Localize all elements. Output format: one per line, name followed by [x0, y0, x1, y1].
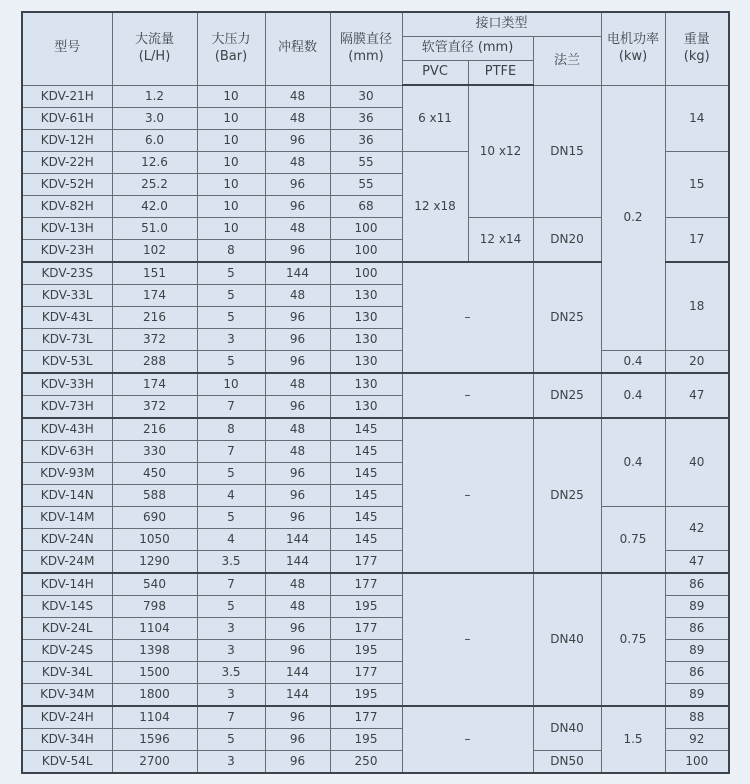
cell-strokes: 96 — [265, 750, 330, 773]
cell-diaphragm: 195 — [330, 683, 402, 706]
cell-model: KDV-73L — [22, 328, 112, 350]
cell-model: KDV-53L — [22, 350, 112, 373]
cell-strokes: 48 — [265, 107, 330, 129]
cell-flow: 1800 — [112, 683, 197, 706]
cell-flow: 216 — [112, 418, 197, 441]
cell-strokes: 96 — [265, 639, 330, 661]
cell-strokes: 96 — [265, 173, 330, 195]
cell-model: KDV-33H — [22, 373, 112, 396]
cell-flow: 12.6 — [112, 151, 197, 173]
cell-model: KDV-12H — [22, 129, 112, 151]
header-pressure — [197, 12, 265, 85]
header-weight-label: 重量 — [683, 31, 710, 47]
cell-motor: 0.4 — [601, 350, 665, 373]
cell-flow: 174 — [112, 373, 197, 396]
cell-pressure: 5 — [197, 306, 265, 328]
cell-strokes: 144 — [265, 550, 330, 573]
table-header — [22, 12, 729, 85]
cell-weight: 17 — [665, 217, 729, 262]
cell-pressure: 10 — [197, 195, 265, 217]
cell-flow: 51.0 — [112, 217, 197, 239]
cell-diaphragm: 145 — [330, 528, 402, 550]
cell-strokes: 48 — [265, 595, 330, 617]
cell-weight: 40 — [665, 418, 729, 507]
cell-model: KDV-93M — [22, 462, 112, 484]
cell-hose: – — [402, 262, 533, 373]
cell-pressure: 3.5 — [197, 661, 265, 683]
cell-strokes: 96 — [265, 617, 330, 639]
cell-hose: – — [402, 418, 533, 573]
cell-model: KDV-73H — [22, 395, 112, 418]
cell-flow: 798 — [112, 595, 197, 617]
cell-diaphragm: 177 — [330, 661, 402, 683]
cell-flange: DN50 — [533, 750, 601, 773]
cell-pressure: 5 — [197, 350, 265, 373]
cell-strokes: 48 — [265, 440, 330, 462]
header-pvc: PVC — [402, 61, 468, 86]
header-weight — [665, 12, 729, 85]
cell-flow: 288 — [112, 350, 197, 373]
cell-pressure: 8 — [197, 418, 265, 441]
cell-motor: 0.75 — [601, 573, 665, 706]
cell-diaphragm: 145 — [330, 462, 402, 484]
cell-flange: DN25 — [533, 418, 601, 573]
cell-weight: 92 — [665, 728, 729, 750]
cell-model: KDV-14N — [22, 484, 112, 506]
cell-model: KDV-43H — [22, 418, 112, 441]
cell-diaphragm: 195 — [330, 639, 402, 661]
table-row — [22, 350, 729, 373]
header-motor-unit: (kw) — [618, 48, 648, 64]
cell-flow: 1500 — [112, 661, 197, 683]
cell-strokes: 96 — [265, 306, 330, 328]
cell-pvc: 12 x18 — [402, 151, 468, 262]
cell-strokes: 96 — [265, 129, 330, 151]
cell-pressure: 5 — [197, 506, 265, 528]
cell-strokes: 96 — [265, 506, 330, 528]
header-flow — [112, 12, 197, 85]
cell-flow: 1398 — [112, 639, 197, 661]
cell-pressure: 3 — [197, 750, 265, 773]
cell-flow: 1290 — [112, 550, 197, 573]
cell-flange: DN40 — [533, 573, 601, 706]
cell-model: KDV-61H — [22, 107, 112, 129]
cell-model: KDV-23S — [22, 262, 112, 285]
cell-diaphragm: 130 — [330, 350, 402, 373]
cell-diaphragm: 177 — [330, 617, 402, 639]
cell-pressure: 3 — [197, 328, 265, 350]
cell-model: KDV-34M — [22, 683, 112, 706]
cell-diaphragm: 55 — [330, 173, 402, 195]
cell-diaphragm: 145 — [330, 440, 402, 462]
header-diaphragm-label: 隔膜直径 — [339, 31, 392, 47]
header-diaphragm-unit: (mm) — [348, 48, 384, 64]
cell-weight: 18 — [665, 262, 729, 351]
cell-flange: DN15 — [533, 85, 601, 217]
cell-pressure: 10 — [197, 85, 265, 107]
cell-diaphragm: 100 — [330, 239, 402, 262]
cell-pressure: 5 — [197, 284, 265, 306]
cell-motor: 0.4 — [601, 373, 665, 418]
cell-pressure: 3 — [197, 683, 265, 706]
cell-flow: 1.2 — [112, 85, 197, 107]
cell-hose: – — [402, 573, 533, 706]
cell-pressure: 5 — [197, 728, 265, 750]
header-model — [22, 12, 112, 85]
cell-flow: 2700 — [112, 750, 197, 773]
cell-pressure: 3 — [197, 617, 265, 639]
cell-pressure: 10 — [197, 373, 265, 396]
cell-strokes: 96 — [265, 395, 330, 418]
cell-flange: DN40 — [533, 706, 601, 751]
cell-motor: 0.75 — [601, 506, 665, 573]
cell-strokes: 48 — [265, 284, 330, 306]
cell-diaphragm: 145 — [330, 484, 402, 506]
cell-pressure: 7 — [197, 440, 265, 462]
header-flange: 法兰 — [533, 37, 601, 86]
cell-model: KDV-14S — [22, 595, 112, 617]
cell-strokes: 144 — [265, 683, 330, 706]
cell-pressure: 10 — [197, 151, 265, 173]
cell-pressure: 5 — [197, 595, 265, 617]
cell-pressure: 7 — [197, 395, 265, 418]
cell-diaphragm: 130 — [330, 395, 402, 418]
cell-motor: 0.2 — [601, 85, 665, 350]
cell-model: KDV-14H — [22, 573, 112, 596]
cell-strokes: 96 — [265, 239, 330, 262]
cell-model: KDV-24N — [22, 528, 112, 550]
cell-pressure: 7 — [197, 573, 265, 596]
cell-weight: 86 — [665, 617, 729, 639]
cell-pressure: 4 — [197, 528, 265, 550]
cell-diaphragm: 177 — [330, 573, 402, 596]
cell-hose: – — [402, 373, 533, 418]
cell-motor: 0.4 — [601, 418, 665, 507]
spec-table — [21, 11, 730, 774]
cell-strokes: 144 — [265, 528, 330, 550]
cell-pressure: 10 — [197, 217, 265, 239]
cell-model: KDV-34L — [22, 661, 112, 683]
header-weight-unit: (kg) — [683, 48, 710, 64]
cell-flow: 1104 — [112, 617, 197, 639]
cell-strokes: 144 — [265, 262, 330, 285]
cell-model: KDV-52H — [22, 173, 112, 195]
cell-diaphragm: 130 — [330, 373, 402, 396]
cell-weight: 14 — [665, 85, 729, 151]
cell-weight: 15 — [665, 151, 729, 217]
cell-flow: 330 — [112, 440, 197, 462]
cell-flow: 540 — [112, 573, 197, 596]
cell-flange: DN25 — [533, 262, 601, 373]
table-row — [22, 373, 729, 396]
header-flow-label: 大流量 — [134, 31, 174, 47]
cell-weight: 86 — [665, 661, 729, 683]
cell-strokes: 96 — [265, 484, 330, 506]
header-motor-label: 电机功率 — [607, 31, 660, 47]
table-row — [22, 418, 729, 441]
header-strokes — [265, 12, 330, 85]
cell-model: KDV-24M — [22, 550, 112, 573]
cell-flow: 588 — [112, 484, 197, 506]
cell-diaphragm: 100 — [330, 262, 402, 285]
header-pressure-label: 大压力 — [211, 31, 251, 47]
cell-diaphragm: 55 — [330, 151, 402, 173]
cell-strokes: 48 — [265, 151, 330, 173]
cell-ptfe: 10 x12 — [468, 85, 533, 217]
header-ptfe: PTFE — [468, 61, 533, 86]
table-row — [22, 85, 729, 107]
header-strokes-label: 冲程数 — [277, 40, 317, 56]
cell-strokes: 48 — [265, 217, 330, 239]
cell-pvc: 6 x11 — [402, 85, 468, 151]
cell-diaphragm: 250 — [330, 750, 402, 773]
cell-diaphragm: 145 — [330, 506, 402, 528]
cell-model: KDV-34H — [22, 728, 112, 750]
cell-strokes: 96 — [265, 328, 330, 350]
header-model-label: 型号 — [54, 40, 81, 56]
cell-flow: 174 — [112, 284, 197, 306]
cell-weight: 88 — [665, 706, 729, 729]
cell-diaphragm: 177 — [330, 550, 402, 573]
cell-flow: 450 — [112, 462, 197, 484]
cell-strokes: 96 — [265, 350, 330, 373]
cell-diaphragm: 195 — [330, 728, 402, 750]
cell-hose: – — [402, 706, 533, 773]
cell-flow: 1596 — [112, 728, 197, 750]
cell-strokes: 96 — [265, 728, 330, 750]
cell-flow: 42.0 — [112, 195, 197, 217]
header-interface-type: 接口类型 — [402, 12, 601, 37]
cell-pressure: 7 — [197, 706, 265, 729]
cell-strokes: 48 — [265, 418, 330, 441]
cell-flow: 25.2 — [112, 173, 197, 195]
cell-diaphragm: 36 — [330, 129, 402, 151]
cell-flow: 216 — [112, 306, 197, 328]
cell-diaphragm: 177 — [330, 706, 402, 729]
cell-pressure: 3 — [197, 639, 265, 661]
cell-flow: 1104 — [112, 706, 197, 729]
cell-model: KDV-14M — [22, 506, 112, 528]
cell-pressure: 5 — [197, 262, 265, 285]
cell-weight: 86 — [665, 573, 729, 596]
header-diaphragm — [330, 12, 402, 85]
cell-flow: 690 — [112, 506, 197, 528]
table-body — [22, 85, 729, 773]
cell-model: KDV-24H — [22, 706, 112, 729]
cell-diaphragm: 130 — [330, 284, 402, 306]
cell-model: KDV-24L — [22, 617, 112, 639]
cell-diaphragm: 130 — [330, 328, 402, 350]
cell-pressure: 10 — [197, 129, 265, 151]
cell-flow: 3.0 — [112, 107, 197, 129]
cell-strokes: 48 — [265, 573, 330, 596]
cell-strokes: 48 — [265, 373, 330, 396]
cell-diaphragm: 145 — [330, 418, 402, 441]
cell-ptfe: 12 x14 — [468, 217, 533, 262]
cell-model: KDV-24S — [22, 639, 112, 661]
cell-model: KDV-63H — [22, 440, 112, 462]
header-hose-diameter: 软管直径 (mm) — [402, 37, 533, 61]
cell-model: KDV-82H — [22, 195, 112, 217]
cell-pressure: 8 — [197, 239, 265, 262]
cell-diaphragm: 100 — [330, 217, 402, 239]
cell-flange: DN25 — [533, 373, 601, 418]
cell-flow: 6.0 — [112, 129, 197, 151]
cell-pressure: 3.5 — [197, 550, 265, 573]
cell-flow: 102 — [112, 239, 197, 262]
cell-pressure: 10 — [197, 173, 265, 195]
cell-model: KDV-43L — [22, 306, 112, 328]
cell-weight: 42 — [665, 506, 729, 550]
cell-strokes: 48 — [265, 85, 330, 107]
cell-weight: 20 — [665, 350, 729, 373]
cell-weight: 89 — [665, 639, 729, 661]
header-flow-unit: (L/H) — [138, 48, 171, 64]
cell-diaphragm: 130 — [330, 306, 402, 328]
cell-flow: 372 — [112, 328, 197, 350]
cell-flow: 1050 — [112, 528, 197, 550]
cell-model: KDV-54L — [22, 750, 112, 773]
cell-weight: 100 — [665, 750, 729, 773]
cell-flange: DN20 — [533, 217, 601, 262]
cell-model: KDV-13H — [22, 217, 112, 239]
cell-model: KDV-21H — [22, 85, 112, 107]
cell-pressure: 10 — [197, 107, 265, 129]
cell-weight: 89 — [665, 595, 729, 617]
table-row — [22, 506, 729, 528]
cell-model: KDV-23H — [22, 239, 112, 262]
cell-weight: 47 — [665, 373, 729, 418]
header-pressure-unit: (Bar) — [214, 48, 248, 64]
cell-weight: 47 — [665, 550, 729, 573]
cell-flow: 151 — [112, 262, 197, 285]
table-row — [22, 706, 729, 729]
cell-diaphragm: 30 — [330, 85, 402, 107]
cell-diaphragm: 68 — [330, 195, 402, 217]
cell-weight: 89 — [665, 683, 729, 706]
cell-model: KDV-22H — [22, 151, 112, 173]
cell-diaphragm: 195 — [330, 595, 402, 617]
cell-flow: 372 — [112, 395, 197, 418]
table-row — [22, 573, 729, 596]
cell-pressure: 4 — [197, 484, 265, 506]
cell-strokes: 96 — [265, 462, 330, 484]
cell-pressure: 5 — [197, 462, 265, 484]
cell-model: KDV-33L — [22, 284, 112, 306]
cell-diaphragm: 36 — [330, 107, 402, 129]
cell-strokes: 96 — [265, 706, 330, 729]
header-motor-power — [601, 12, 665, 85]
cell-strokes: 144 — [265, 661, 330, 683]
cell-strokes: 96 — [265, 195, 330, 217]
cell-motor: 1.5 — [601, 706, 665, 773]
